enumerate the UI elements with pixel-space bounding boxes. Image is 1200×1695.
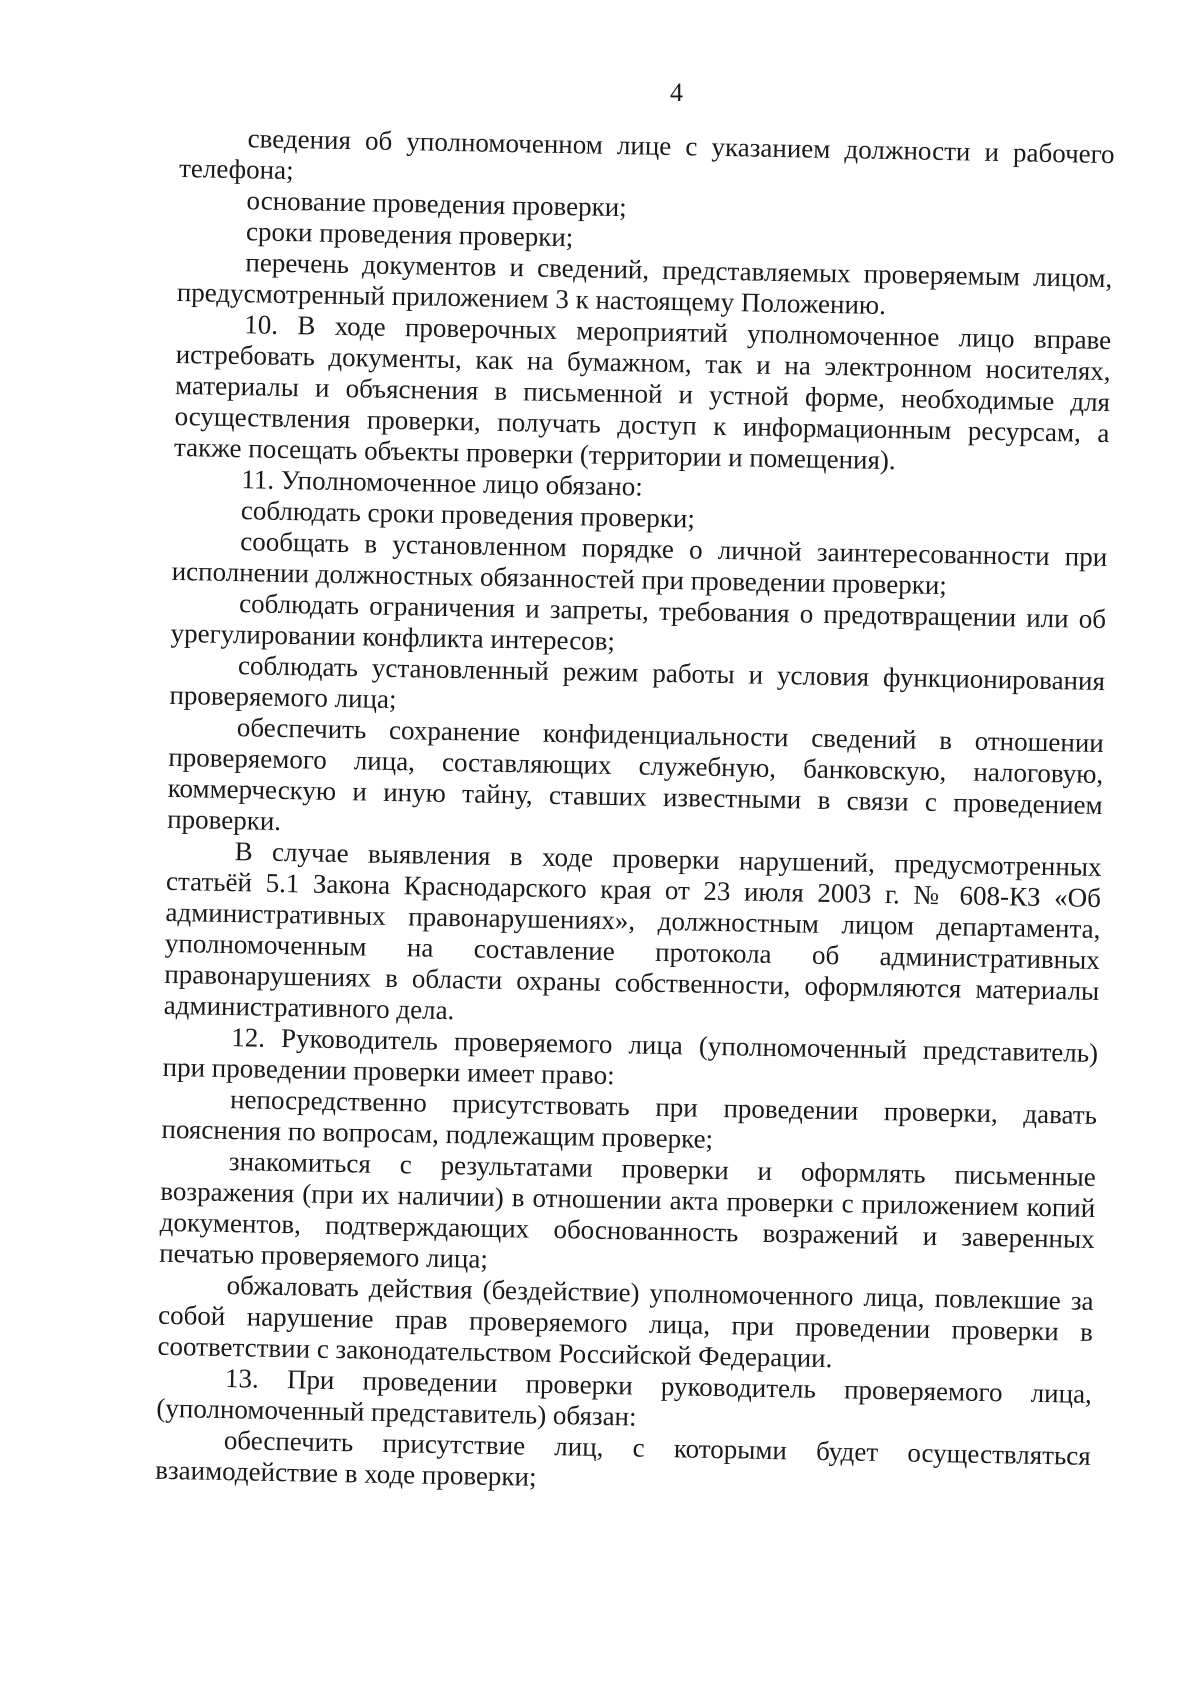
- paragraph-clause-11: 11. Уполномоченное лицо обязано:: [241, 464, 644, 502]
- paragraph: сроки проведения проверки;: [245, 216, 574, 253]
- paragraph-clause-13: 13. При проведении проверки руководитель проверяемого лица, (уполномоченный представитель) обязан:: [156, 1363, 1093, 1432]
- paragraph: сообщать в установленном порядке о личной заинтересованности при исполнении должностных обязанностей при проведении проверки;: [171, 526, 1108, 601]
- paragraph: соблюдать ограничения и запреты, требования о предотвращении или об урегулировании конфликта интересов;: [170, 588, 1107, 657]
- document-body: [155, 122, 1115, 1503]
- paragraph: обеспечить сохранение конфиденциальности сведений в отношении проверяемого лица, составляющих служебную, банковскую, налоговую, коммерческую и иную тайну, ставших известными в связи с проведением проверки.: [166, 712, 1105, 836]
- paragraph-clause-10: 10. В ходе проверочных мероприятий уполномоченное лицо вправе истребовать документы, как на бумажном, так и на электронном носителях, материалы и объяснения в письменной и устной форме, необходимые для осуществления проверки, получать доступ к информационным ресурсам, а также посещать объекты проверки (территории и помещения).: [173, 309, 1112, 476]
- paragraph: обжаловать действия (бездействие) уполномоченного лица, повлекшие за собой нарушение прав проверяемого лица, при проведении проверки в соответствии с законодательством Российской Федерации.: [157, 1270, 1094, 1374]
- paragraph: перечень документов и сведений, представляемых проверяемым лицом, предусмотренный приложением 3 к настоящему Положению.: [176, 247, 1113, 320]
- paragraph: соблюдать установленный режим работы и условия функционирования проверяемого лица;: [169, 650, 1106, 715]
- paragraph-clause-12: 12. Руководитель проверяемого лица (уполномоченный представитель) при проведении проверки имеет право:: [162, 1022, 1099, 1091]
- page-number: 4: [670, 78, 683, 107]
- paragraph: основание проведения проверки;: [246, 185, 627, 223]
- paragraph: соблюдать сроки проведения проверки;: [240, 495, 696, 534]
- paragraph: В случае выявления в ходе проверки нарушений, предусмотренных статьёй 5.1 Закона Краснодарского края от 23 июля 2003 г. № 608-КЗ «Об административных правонарушениях», должностным лицом департамента, уполномоченным на составление протокола об административных правонарушениях в области охраны собственности, оформляются материалы административного дела.: [163, 836, 1102, 1026]
- paragraph: обеспечить присутствие лиц, с которыми будет осуществляться взаимодействие в ходе проверки;: [155, 1425, 1091, 1492]
- paragraph: непосредственно присутствовать при проведении проверки, давать пояснения по вопросам, подлежащим проверке;: [161, 1084, 1098, 1154]
- paragraph: сведения об уполномоченном лице с указанием должности и рабочего телефона;: [178, 123, 1115, 186]
- paragraph: знакомиться с результатами проверки и оформлять письменные возражения (при их наличии) в отношении акта проверки с приложением копий документов, подтверждающих обоснованность возражений и заверенных печатью проверяемого лица;: [158, 1146, 1097, 1274]
